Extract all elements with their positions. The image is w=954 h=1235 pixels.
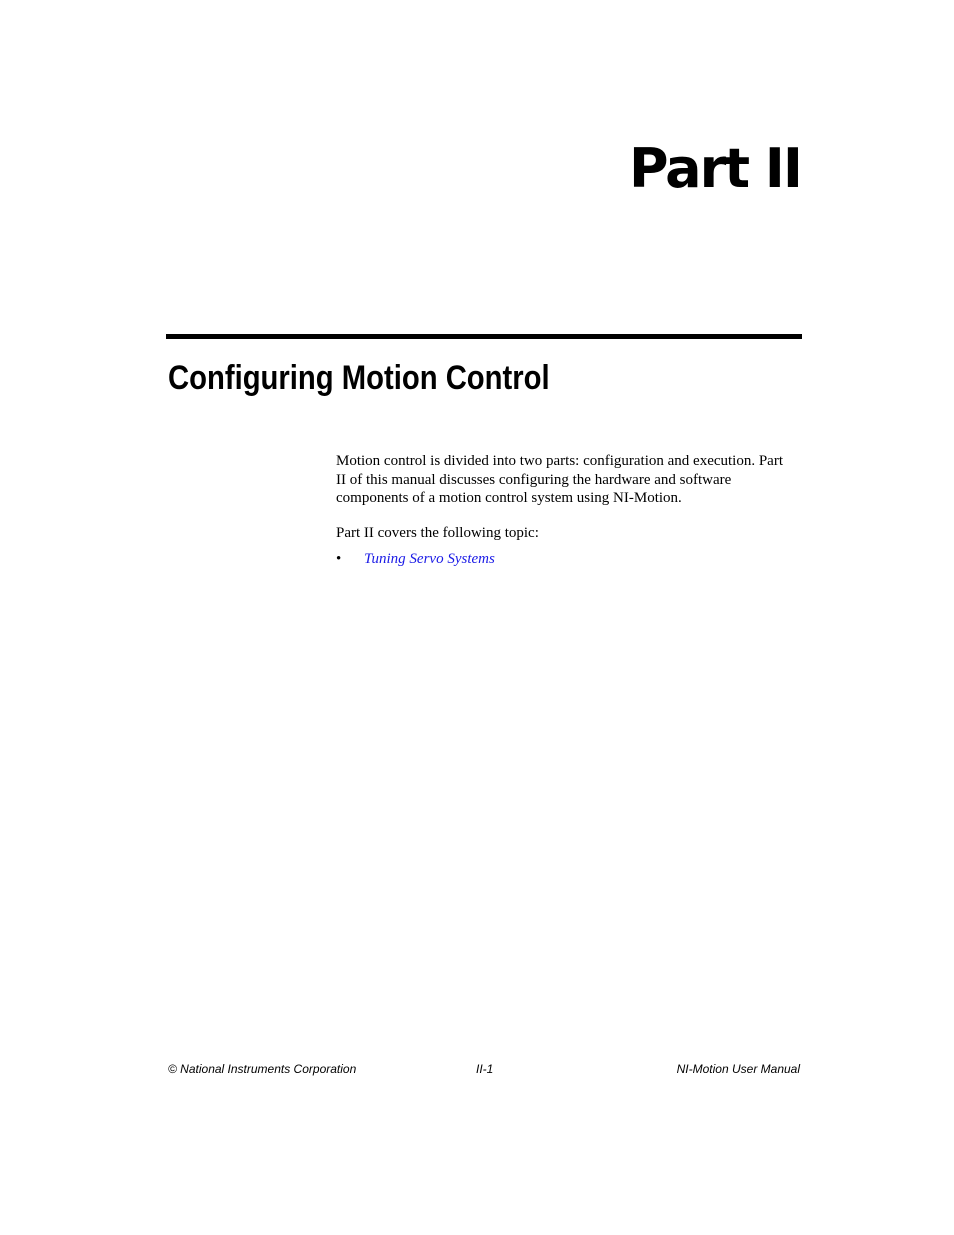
part-title: Configuring Motion Control	[168, 359, 550, 397]
footer-copyright: © National Instruments Corporation	[168, 1062, 357, 1076]
title-rule	[166, 334, 802, 339]
page-footer	[168, 1062, 800, 1078]
part-label: Part II	[629, 137, 801, 200]
topics-intro-paragraph: Part II covers the following topic:	[336, 524, 539, 541]
body-content	[336, 452, 786, 569]
tuning-servo-systems-link[interactable]: Tuning Servo Systems	[364, 551, 495, 567]
intro-paragraph: Motion control is divided into two parts: configuration and execution. Part II of this manual discusses configuring the hardware and software components of a motion control system using NI-Motion.	[336, 453, 784, 506]
topics-list	[336, 550, 786, 569]
bullet-icon: •	[336, 551, 342, 567]
footer-page-number: II-1	[476, 1062, 494, 1076]
list-item	[336, 550, 786, 569]
footer-manual-title: NI-Motion User Manual	[676, 1062, 800, 1076]
